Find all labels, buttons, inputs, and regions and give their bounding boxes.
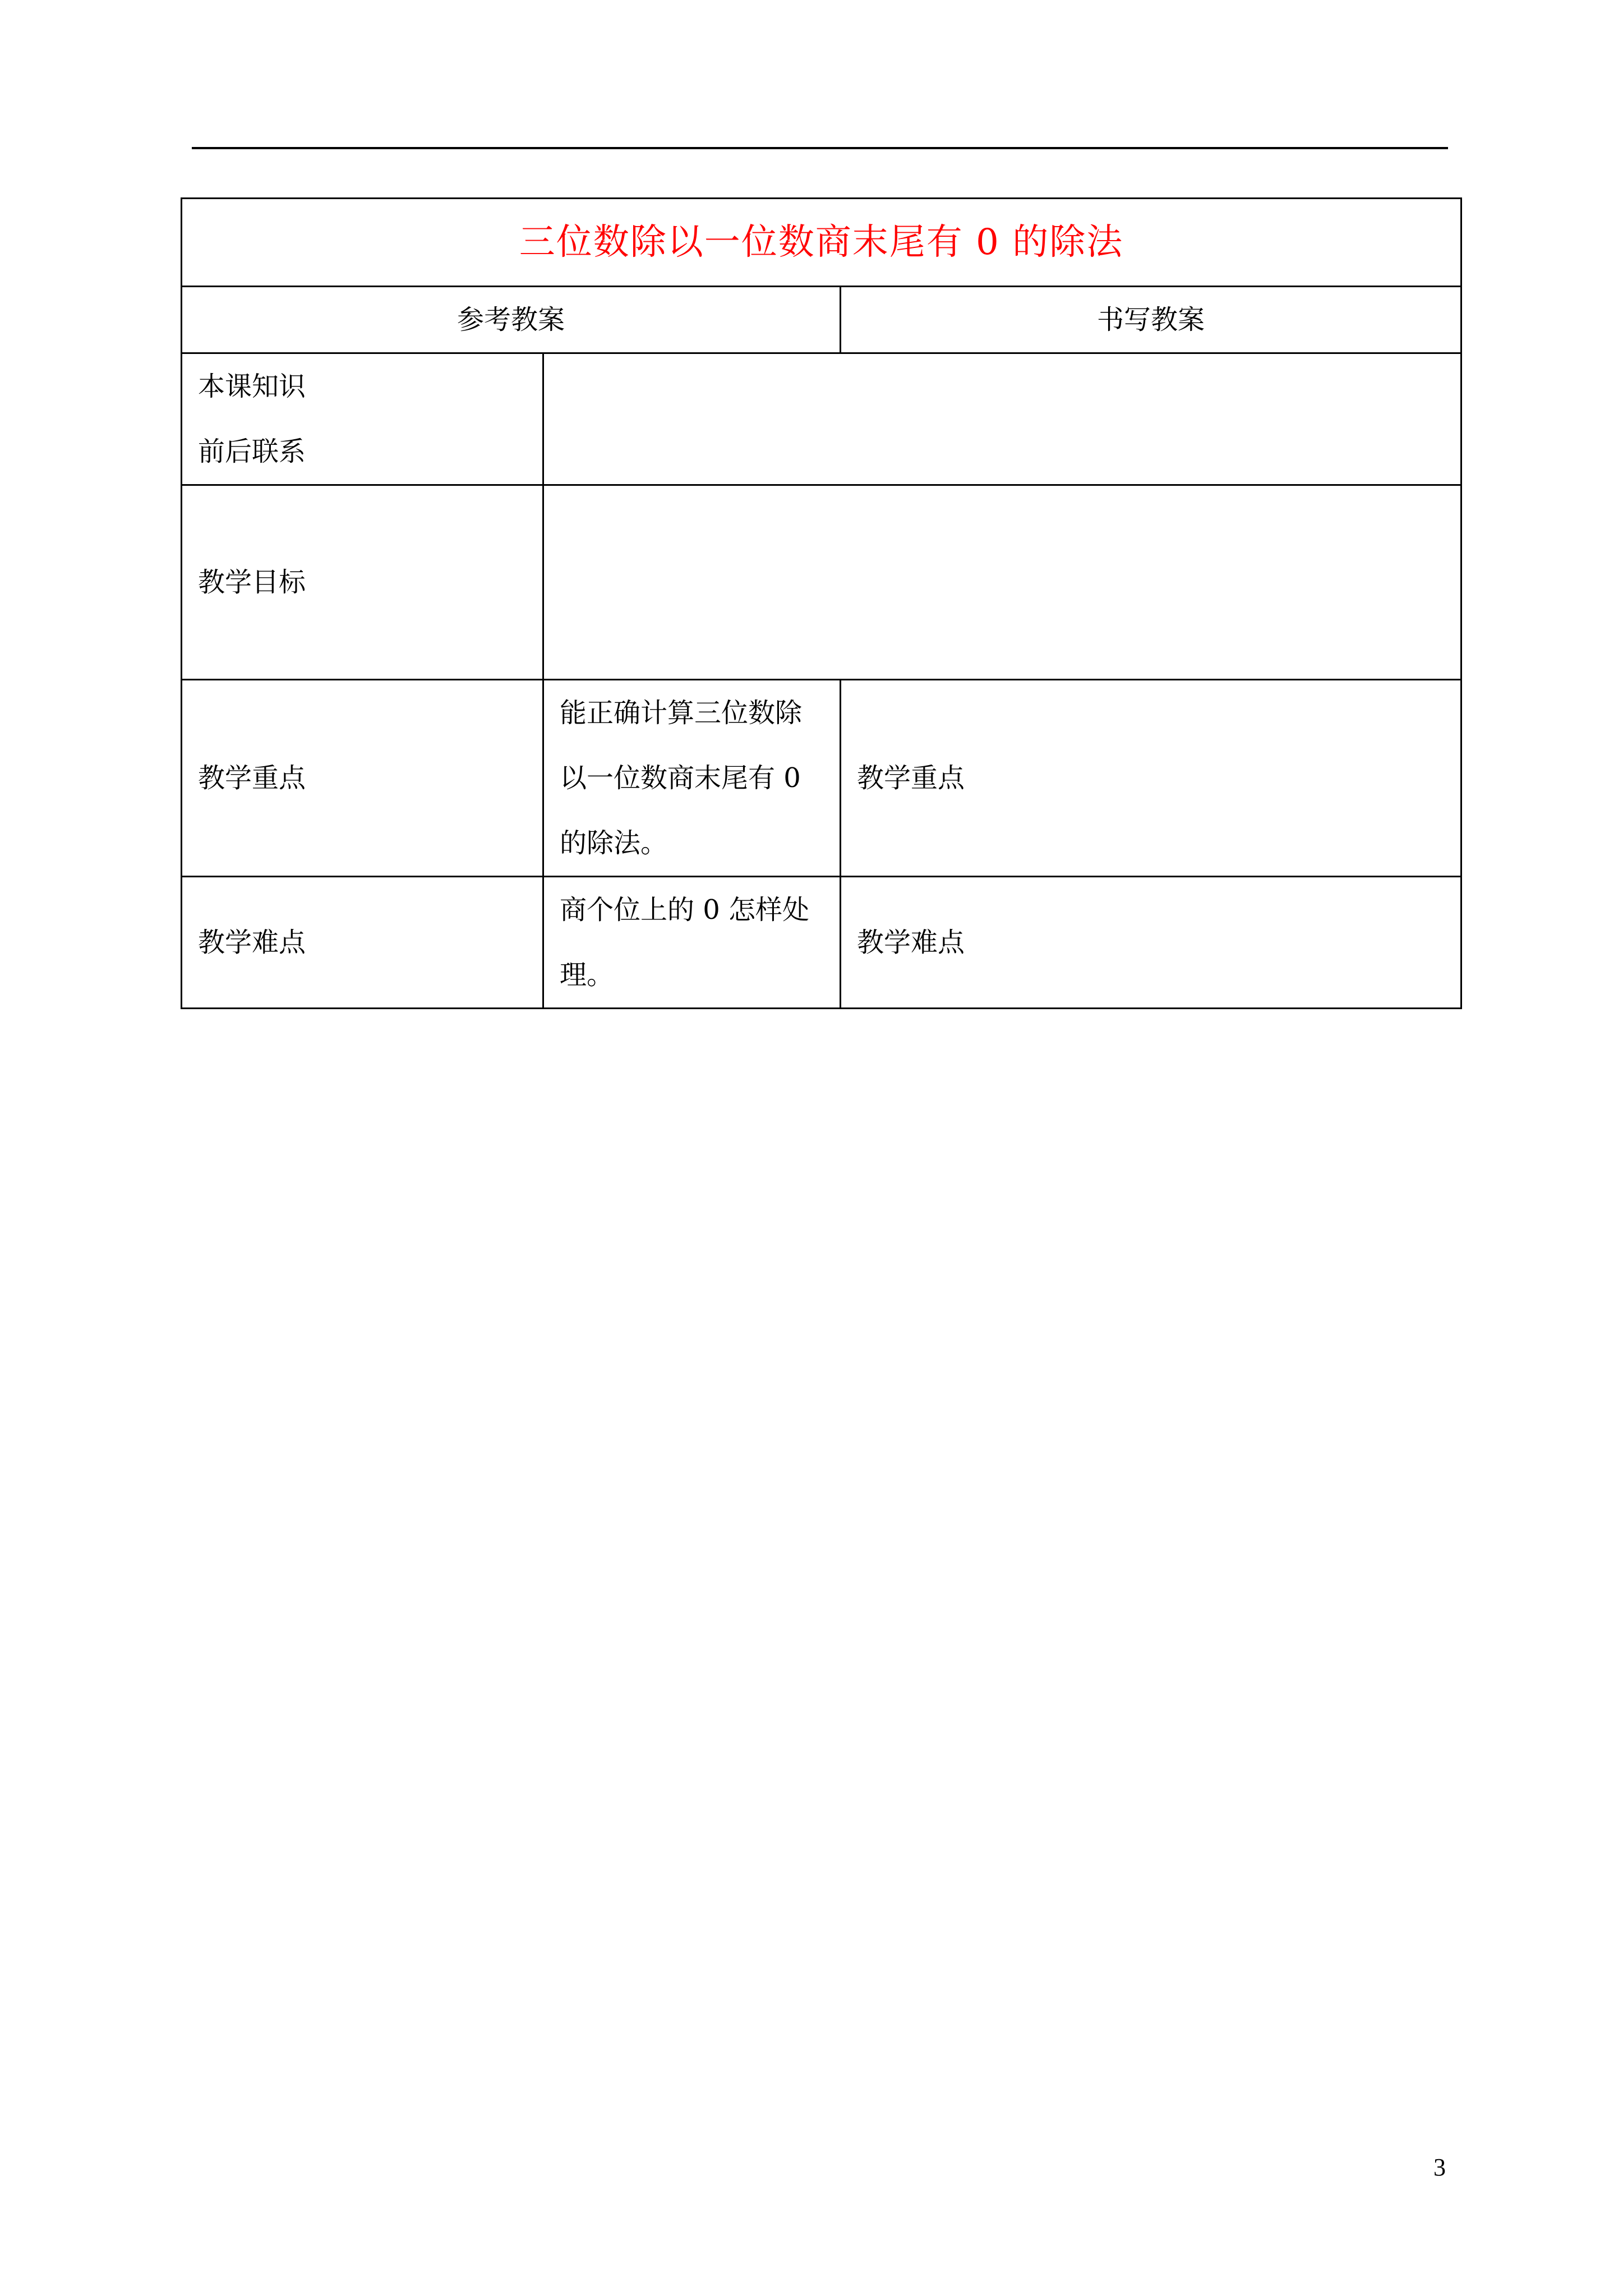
knowledge-label-line1: 本课知识 — [198, 371, 306, 402]
difficulty-writing-label: 教学难点 — [841, 877, 1461, 1009]
knowledge-label — [182, 353, 543, 485]
page-number: 3 — [1433, 2154, 1446, 2181]
key-point-row — [182, 680, 1461, 877]
goal-content — [543, 485, 1461, 680]
writing-plan-header: 书写教案 — [841, 287, 1461, 353]
key-point-writing-label: 教学重点 — [841, 680, 1461, 877]
goal-label: 教学目标 — [182, 485, 543, 680]
lesson-plan-table — [181, 197, 1462, 1009]
knowledge-row — [182, 353, 1461, 485]
column-header-row — [182, 287, 1461, 353]
key-point-label: 教学重点 — [182, 680, 543, 877]
document-title: 三位数除以一位数商末尾有 0 的除法 — [182, 199, 1461, 287]
reference-plan-header: 参考教案 — [182, 287, 841, 353]
difficulty-content: 商个位上的 0 怎样处理。 — [543, 877, 841, 1009]
key-point-content: 能正确计算三位数除以一位数商末尾有 0 的除法。 — [543, 680, 841, 877]
difficulty-row — [182, 877, 1461, 1009]
knowledge-label-line2: 前后联系 — [198, 436, 306, 467]
goal-row — [182, 485, 1461, 680]
title-row — [182, 199, 1461, 287]
knowledge-content — [543, 353, 1461, 485]
difficulty-label: 教学难点 — [182, 877, 543, 1009]
header-rule — [192, 147, 1448, 149]
